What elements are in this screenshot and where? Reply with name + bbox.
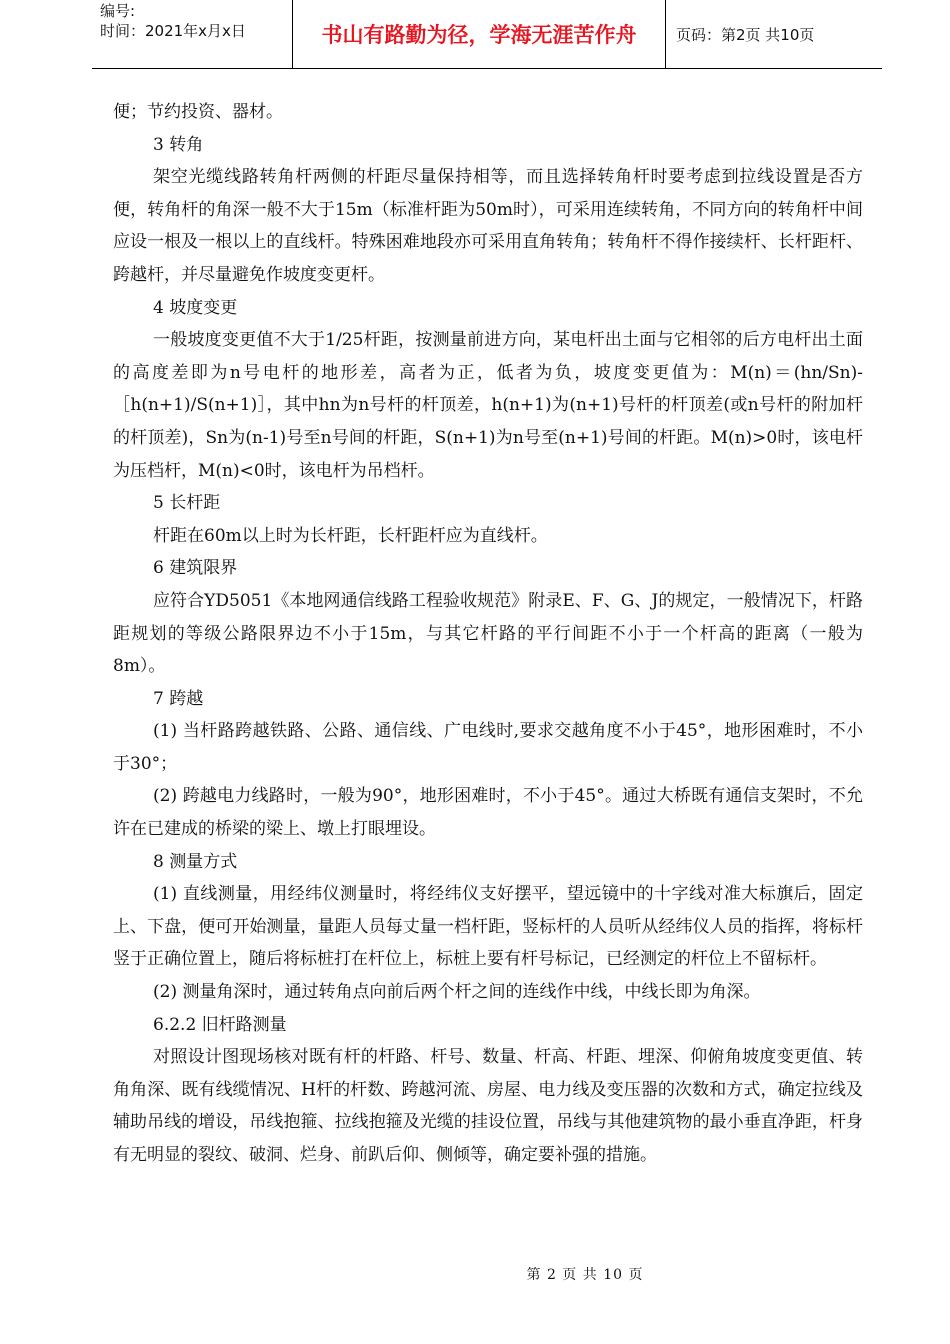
body-paragraph: 架空光缆线路转角杆两侧的杆距尽量保持相等，而且选择转角杆时要考虑到拉线设置是否方便，转角杆的角深一般不大于15m（标准杆距为50m时），可采用连续转角，不同方向的转角杆中间应设一根及一根以上的直线杆。特殊困难地段亦可采用直角转角；转角杆不得作接续杆、长杆距杆、跨越杆，并尽量避免作坡度变更杆。 — [113, 167, 863, 285]
header-page-info: 页码：第2页 共10页 — [676, 25, 815, 44]
section-heading: 5 长杆距 — [153, 493, 221, 514]
header-motto: 书山有路勤为径，学海无涯苦作舟 — [293, 0, 666, 68]
section-heading: 6 建筑限界 — [153, 558, 238, 579]
header-meta-cell — [92, 0, 293, 68]
body-paragraph: 杆距在60m以上时为长杆距，长杆距杆应为直线杆。 — [153, 525, 548, 546]
document-time-label: 时间：2021年x月x日 — [100, 22, 246, 40]
document-number-label: 编号: — [100, 2, 136, 20]
page-header — [92, 0, 882, 69]
body-paragraph: 应符合YD5051《本地网通信线路工程验收规范》附录E、F、G、J的规定，一般情况下，杆路距规划的等级公路限界边不小于15m，与其它杆路的平行间距不小于一个杆高的距离（一般为8m）。 — [113, 590, 863, 677]
body-paragraph: (1) 直线测量，用经纬仪测量时，将经纬仪支好摆平，望远镜中的十字线对准大标旗后，固定上、下盘，便可开始测量，量距人员每丈量一档杆距，竖标杆的人员听从经纬仪人员的指挥，将标杆竖于正确位置上，随后将标桩打在杆位上，标桩上要有杆号标记，已经测定的杆位上不留标杆。 — [113, 884, 863, 970]
body-paragraph: (2) 跨越电力线路时，一般为90°，地形困难时，不小于45°。通过大桥既有通信支架时，不允许在已建成的桥梁的梁上、墩上打眼埋设。 — [113, 786, 863, 840]
document-body — [113, 96, 863, 1172]
body-paragraph: (2) 测量角深时，通过转角点向前后两个杆之间的连线作中线，中线长即为角深。 — [153, 982, 761, 1003]
section-heading: 4 坡度变更 — [153, 297, 238, 318]
section-heading: 3 转角 — [153, 134, 204, 155]
section-heading: 7 跨越 — [153, 688, 204, 709]
section-heading: 8 测量方式 — [153, 851, 238, 872]
body-paragraph: 对照设计图现场核对既有杆的杆路、杆号、数量、杆高、杆距、埋深、仰俯角坡度变更值、转角角深、既有线缆情况、H杆的杆数、跨越河流、房屋、电力线及变压器的次数和方式，确定拉线及辅助吊线的增设，吊线抱箍、拉线抱箍及光缆的挂设位置，吊线与其他建筑物的最小垂直净距，杆身有无明显的裂纹、破洞、烂身、前趴后仰、侧倾等，确定要补强的措施。 — [113, 1047, 863, 1165]
body-paragraph: (1) 当杆路跨越铁路、公路、通信线、广电线时,要求交越角度不小于45°，地形困难时，不小于30°； — [113, 721, 863, 774]
page-footer — [0, 1264, 950, 1284]
continued-paragraph: 便；节约投资、器材。 — [113, 102, 283, 122]
section-heading: 6.2.2 旧杆路测量 — [153, 1014, 287, 1035]
footer-page-number: 第 2 页 共 10 页 — [526, 1267, 644, 1283]
body-paragraph: 一般坡度变更值不大于1/25杆距，按测量前进方向，某电杆出土面与它相邻的后方电杆出土面的高度差即为n号电杆的地形差，高者为正，低者为负，坡度变更值为：M(n)＝(hn/Sn)-［h(n+1)/S(n+1)］，其中hn为n号杆的杆顶差，h(n+1)为(n+1)号杆的杆顶差(或n号杆的附加杆的杆顶差)，Sn为(n-1)号至n号间的杆距，S(n+1)为n号至(n+1)号间的杆距。M(n)>0时，该电杆为压档杆，M(n)<0时，该电杆为吊档杆。 — [113, 330, 863, 481]
